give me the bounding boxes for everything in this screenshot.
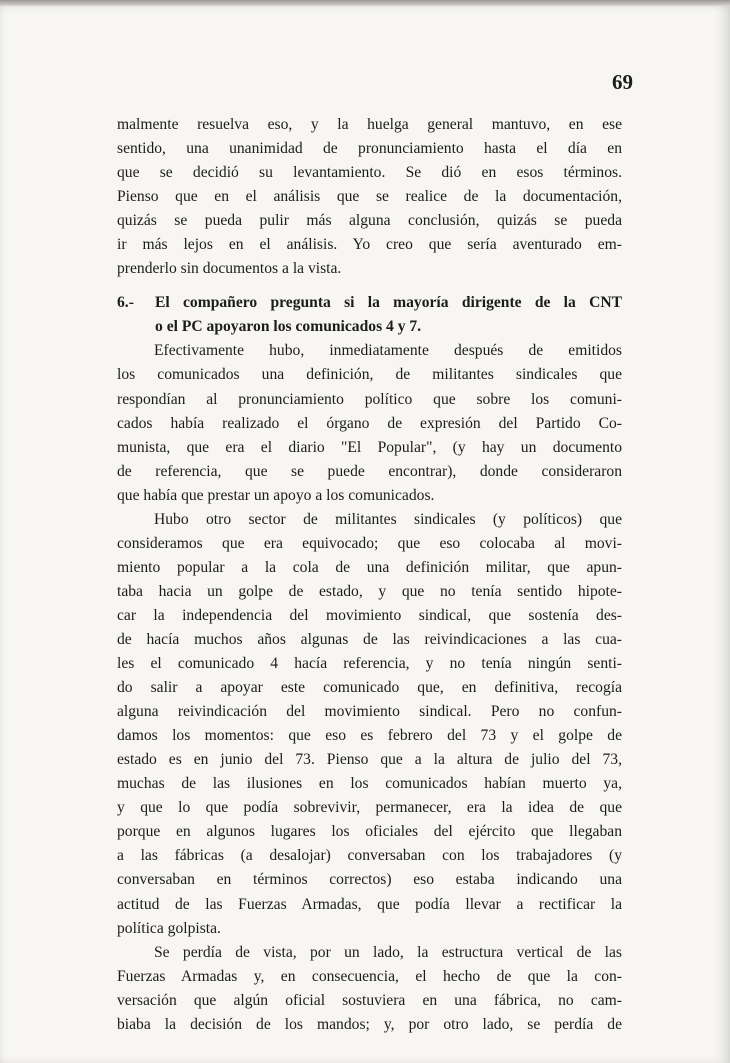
text-line: muchas de las ilusiones en los comunicados habían muerto ya,	[117, 775, 622, 793]
text-line: versación que algún oficial sostuviera en una fábrica, no cam-	[117, 991, 622, 1009]
page-top-edge	[0, 0, 730, 6]
text-line: Pienso que en el análisis que se realice de la documentación,	[117, 188, 622, 206]
question-text-1: El compañero pregunta si la mayoría dirigente de la CNT	[155, 294, 622, 312]
text-line: que había que prestar un apoyo a los comunicados.	[117, 486, 435, 504]
paragraph-2	[117, 339, 622, 507]
text-line: consideramos que era equivocado; que eso colocaba al movi-	[117, 534, 622, 552]
text-line: damos los momentos: que eso es febrero del 73 y el golpe de	[117, 727, 622, 745]
paragraph-3	[117, 508, 622, 941]
text-line: y que lo que podía sobrevivir, permanecer, era la idea de que	[117, 799, 622, 817]
text-line: alguna reivindicación del movimiento sindical. Pero no confun-	[117, 703, 622, 721]
text-line: cados había realizado el órgano de expresión del Partido Co-	[117, 414, 622, 432]
text-line: de referencia, que se puede encontrar), donde consideraron	[117, 462, 622, 480]
text-line: Se perdía de vista, por un lado, la estructura vertical de las	[154, 943, 622, 961]
text-line: de hacía muchos años algunas de las reivindicaciones a las cua-	[117, 630, 622, 648]
question-heading	[117, 291, 622, 339]
question-line-2: o el PC apoyaron los comunicados 4 y 7.	[155, 318, 422, 336]
text-line: Hubo otro sector de militantes sindicales (y políticos) que	[154, 510, 622, 528]
text-line: quizás se pueda pulir más alguna conclusión, quizás se pueda	[117, 212, 622, 230]
text-line: malmente resuelva eso, y la huelga general mantuvo, en ese	[117, 116, 622, 133]
page-number: 69	[612, 70, 633, 94]
text-line: Efectivamente hubo, inmediatamente después de emitidos	[154, 342, 622, 360]
paragraph-1	[117, 113, 622, 281]
question-line-1	[117, 291, 622, 315]
body-text	[117, 113, 622, 1037]
text-line: miento popular a la cola de una definición militar, que apun-	[117, 558, 622, 576]
text-line: biaba la decisión de los mandos; y, por otro lado, se perdía de	[117, 1015, 622, 1033]
text-line: sentido, una unanimidad de pronunciamiento hasta el día en	[117, 140, 622, 158]
question-number: 6.-	[117, 294, 134, 312]
text-line: los comunicados una definición, de militantes sindicales que	[117, 366, 622, 384]
text-line: munista, que era el diario "El Popular", (y hay un documento	[117, 438, 622, 456]
text-line: taba hacia un golpe de estado, y que no tenía sentido hipote-	[117, 582, 622, 600]
text-line: Fuerzas Armadas y, en consecuencia, el hecho de que la con-	[117, 967, 622, 985]
text-line: conversaban en términos correctos) eso estaba indicando una	[117, 871, 622, 889]
text-line: car la independencia del movimiento sindical, que sostenía des-	[117, 606, 622, 624]
text-line: que se decidió su levantamiento. Se dió en esos términos.	[117, 164, 622, 182]
text-line: política golpista.	[117, 919, 221, 937]
text-line: prenderlo sin documentos a la vista.	[117, 260, 342, 278]
text-line: estado es en junio del 73. Pienso que a la altura de julio del 73,	[117, 751, 622, 769]
text-line: ir más lejos en el análisis. Yo creo que sería aventurado em-	[117, 236, 622, 254]
paragraph-4	[117, 941, 622, 1037]
text-line: les el comunicado 4 hacía referencia, y no tenía ningún senti-	[117, 655, 622, 673]
text-line: porque en algunos lugares los oficiales del ejército que llegaban	[117, 823, 622, 841]
text-line: actitud de las Fuerzas Armadas, que podía llevar a rectificar la	[117, 895, 622, 913]
text-line: a las fábricas (a desalojar) conversaban con los trabajadores (y	[117, 847, 622, 865]
text-line: respondían al pronunciamiento político que sobre los comuni-	[117, 390, 622, 408]
text-line: do salir a apoyar este comunicado que, en definitiva, recogía	[117, 679, 622, 697]
